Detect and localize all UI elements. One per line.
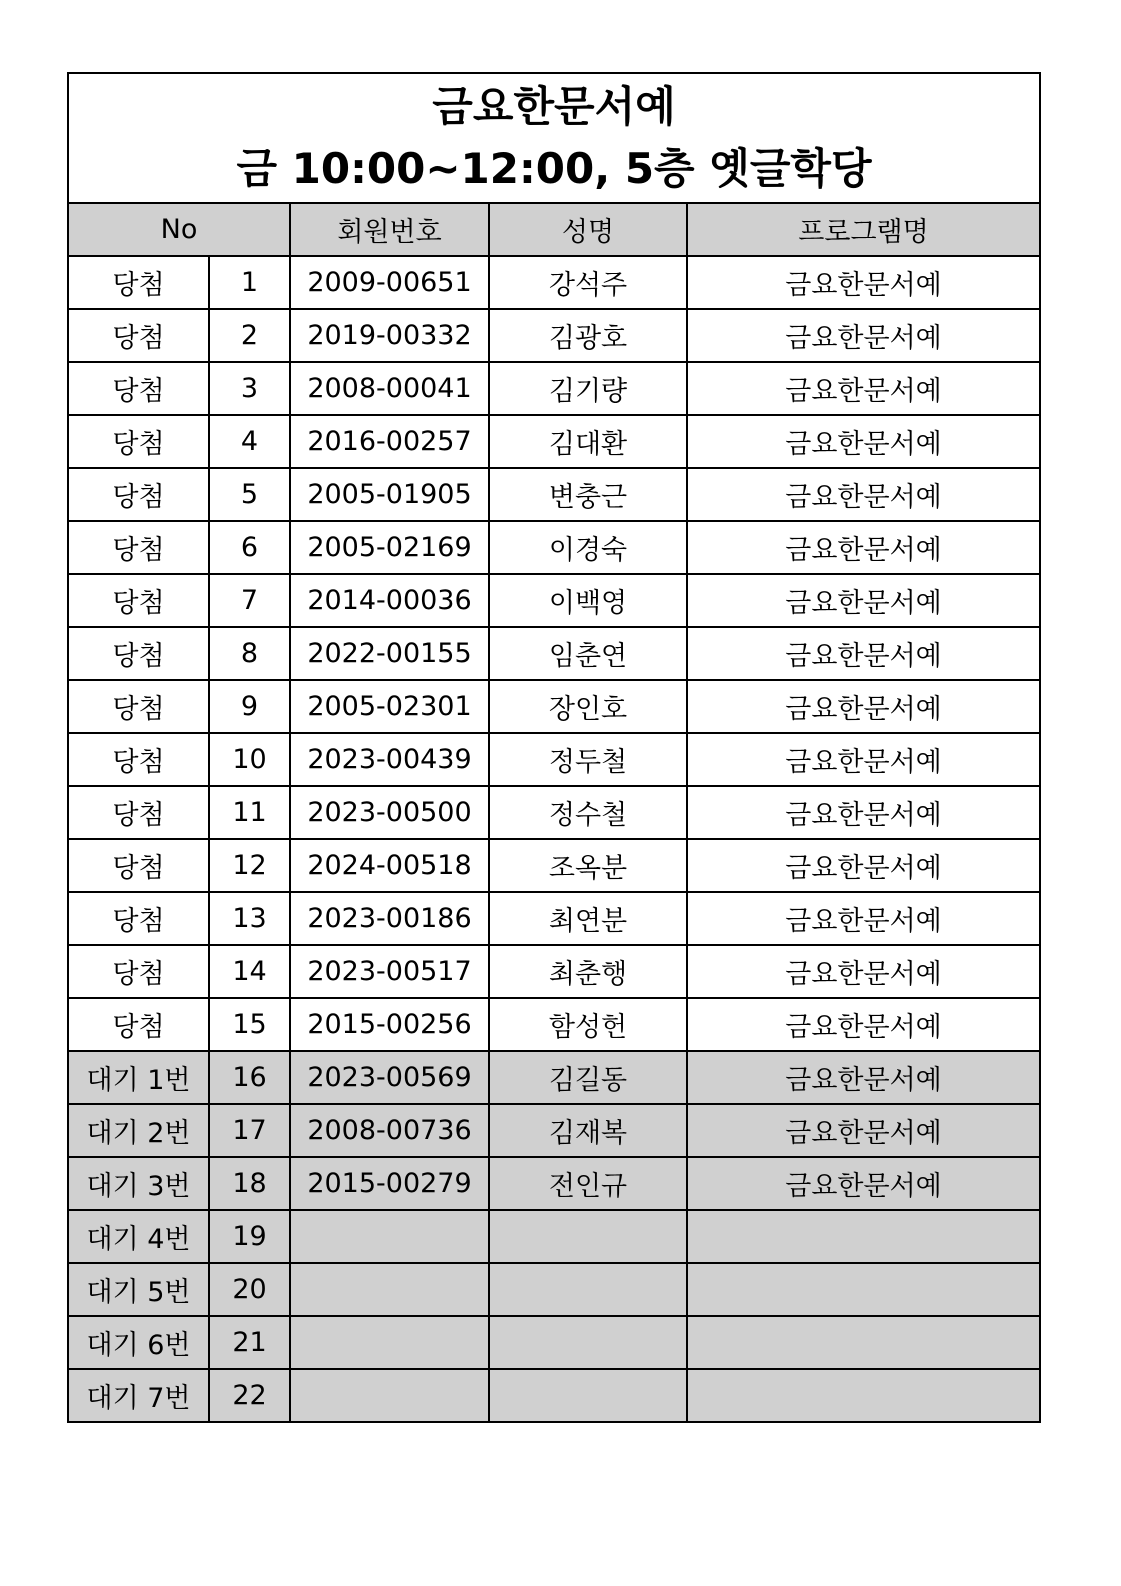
document-title: 금요한문서예 <box>432 82 676 131</box>
name-cell: 정두철 <box>489 733 687 786</box>
name-cell: 김길동 <box>489 1051 687 1104</box>
status-cell: 당첨 <box>68 362 209 415</box>
header-no: No <box>68 203 290 256</box>
name-cell: 변충근 <box>489 468 687 521</box>
program-cell: 금요한문서예 <box>687 786 1040 839</box>
number-cell: 14 <box>209 945 290 998</box>
table-row <box>68 1157 1040 1210</box>
name-cell: 정수철 <box>489 786 687 839</box>
title-cell <box>68 73 1040 203</box>
program-cell: 금요한문서예 <box>687 521 1040 574</box>
number-cell: 2 <box>209 309 290 362</box>
number-cell: 9 <box>209 680 290 733</box>
member-id-cell: 2005-02301 <box>290 680 489 733</box>
number-cell: 10 <box>209 733 290 786</box>
table-row <box>68 1104 1040 1157</box>
table-row <box>68 998 1040 1051</box>
program-cell: 금요한문서예 <box>687 733 1040 786</box>
name-cell: 이백영 <box>489 574 687 627</box>
program-cell: 금요한문서예 <box>687 839 1040 892</box>
program-cell: 금요한문서예 <box>687 256 1040 309</box>
program-cell <box>687 1263 1040 1316</box>
name-cell: 함성헌 <box>489 998 687 1051</box>
program-cell: 금요한문서예 <box>687 362 1040 415</box>
member-id-cell: 2024-00518 <box>290 839 489 892</box>
member-id-cell <box>290 1369 489 1422</box>
status-cell: 대기 1번 <box>68 1051 209 1104</box>
table-row <box>68 733 1040 786</box>
name-cell: 최춘행 <box>489 945 687 998</box>
status-cell: 당첨 <box>68 309 209 362</box>
table-row <box>68 362 1040 415</box>
table-row <box>68 1210 1040 1263</box>
table-row <box>68 256 1040 309</box>
program-cell: 금요한문서예 <box>687 1157 1040 1210</box>
member-id-cell: 2023-00439 <box>290 733 489 786</box>
status-cell: 당첨 <box>68 733 209 786</box>
member-id-cell: 2008-00041 <box>290 362 489 415</box>
program-cell: 금요한문서예 <box>687 998 1040 1051</box>
program-cell: 금요한문서예 <box>687 680 1040 733</box>
name-cell <box>489 1263 687 1316</box>
member-id-cell: 2019-00332 <box>290 309 489 362</box>
member-id-cell: 2023-00186 <box>290 892 489 945</box>
member-id-cell: 2015-00256 <box>290 998 489 1051</box>
number-cell: 20 <box>209 1263 290 1316</box>
status-cell: 당첨 <box>68 945 209 998</box>
name-cell: 전인규 <box>489 1157 687 1210</box>
table-row <box>68 945 1040 998</box>
status-cell: 당첨 <box>68 574 209 627</box>
header-program: 프로그램명 <box>687 203 1040 256</box>
member-id-cell: 2009-00651 <box>290 256 489 309</box>
member-id-cell: 2023-00517 <box>290 945 489 998</box>
name-cell: 장인호 <box>489 680 687 733</box>
table-row <box>68 786 1040 839</box>
table-row <box>68 1316 1040 1369</box>
status-cell: 당첨 <box>68 786 209 839</box>
status-cell: 대기 6번 <box>68 1316 209 1369</box>
program-cell: 금요한문서예 <box>687 1104 1040 1157</box>
number-cell: 17 <box>209 1104 290 1157</box>
number-cell: 13 <box>209 892 290 945</box>
program-cell: 금요한문서예 <box>687 945 1040 998</box>
name-cell <box>489 1210 687 1263</box>
number-cell: 19 <box>209 1210 290 1263</box>
status-cell: 당첨 <box>68 839 209 892</box>
member-id-cell: 2005-01905 <box>290 468 489 521</box>
number-cell: 4 <box>209 415 290 468</box>
name-cell: 김대환 <box>489 415 687 468</box>
status-cell: 당첨 <box>68 680 209 733</box>
table-row <box>68 521 1040 574</box>
table-row <box>68 627 1040 680</box>
program-cell: 금요한문서예 <box>687 1051 1040 1104</box>
member-id-cell: 2005-02169 <box>290 521 489 574</box>
program-cell <box>687 1369 1040 1422</box>
program-cell: 금요한문서예 <box>687 309 1040 362</box>
table-row <box>68 1369 1040 1422</box>
table-row <box>68 1263 1040 1316</box>
table-row <box>68 680 1040 733</box>
program-cell: 금요한문서예 <box>687 574 1040 627</box>
status-cell: 대기 5번 <box>68 1263 209 1316</box>
name-cell: 최연분 <box>489 892 687 945</box>
status-cell: 대기 2번 <box>68 1104 209 1157</box>
program-cell: 금요한문서예 <box>687 468 1040 521</box>
table-row <box>68 309 1040 362</box>
status-cell: 대기 3번 <box>68 1157 209 1210</box>
program-cell <box>687 1316 1040 1369</box>
name-cell: 김재복 <box>489 1104 687 1157</box>
name-cell: 김기량 <box>489 362 687 415</box>
table-row <box>68 468 1040 521</box>
member-id-cell: 2016-00257 <box>290 415 489 468</box>
number-cell: 15 <box>209 998 290 1051</box>
table-row <box>68 1051 1040 1104</box>
lottery-result-table <box>67 72 1041 1423</box>
number-cell: 6 <box>209 521 290 574</box>
table-row <box>68 892 1040 945</box>
status-cell: 당첨 <box>68 256 209 309</box>
member-id-cell <box>290 1210 489 1263</box>
table-row <box>68 839 1040 892</box>
member-id-cell <box>290 1263 489 1316</box>
number-cell: 7 <box>209 574 290 627</box>
name-cell: 강석주 <box>489 256 687 309</box>
name-cell: 이경숙 <box>489 521 687 574</box>
number-cell: 11 <box>209 786 290 839</box>
name-cell: 조옥분 <box>489 839 687 892</box>
number-cell: 16 <box>209 1051 290 1104</box>
member-id-cell <box>290 1316 489 1369</box>
status-cell: 대기 7번 <box>68 1369 209 1422</box>
number-cell: 22 <box>209 1369 290 1422</box>
member-id-cell: 2023-00569 <box>290 1051 489 1104</box>
program-cell: 금요한문서예 <box>687 415 1040 468</box>
status-cell: 당첨 <box>68 998 209 1051</box>
member-id-cell: 2008-00736 <box>290 1104 489 1157</box>
status-cell: 당첨 <box>68 892 209 945</box>
header-name: 성명 <box>489 203 687 256</box>
table-row <box>68 574 1040 627</box>
member-id-cell: 2015-00279 <box>290 1157 489 1210</box>
number-cell: 3 <box>209 362 290 415</box>
number-cell: 1 <box>209 256 290 309</box>
program-cell: 금요한문서예 <box>687 892 1040 945</box>
table-row <box>68 415 1040 468</box>
name-cell: 김광호 <box>489 309 687 362</box>
number-cell: 5 <box>209 468 290 521</box>
status-cell: 대기 4번 <box>68 1210 209 1263</box>
name-cell <box>489 1316 687 1369</box>
member-id-cell: 2022-00155 <box>290 627 489 680</box>
program-cell <box>687 1210 1040 1263</box>
name-cell: 임춘연 <box>489 627 687 680</box>
member-id-cell: 2023-00500 <box>290 786 489 839</box>
number-cell: 18 <box>209 1157 290 1210</box>
name-cell <box>489 1369 687 1422</box>
number-cell: 12 <box>209 839 290 892</box>
program-cell: 금요한문서예 <box>687 627 1040 680</box>
header-member-id: 회원번호 <box>290 203 489 256</box>
status-cell: 당첨 <box>68 468 209 521</box>
number-cell: 8 <box>209 627 290 680</box>
status-cell: 당첨 <box>68 521 209 574</box>
title-row <box>68 73 1040 203</box>
schedule-location: 금 10:00~12:00, 5층 옛글학당 <box>236 144 872 193</box>
header-row <box>68 203 1040 256</box>
member-id-cell: 2014-00036 <box>290 574 489 627</box>
number-cell: 21 <box>209 1316 290 1369</box>
status-cell: 당첨 <box>68 627 209 680</box>
status-cell: 당첨 <box>68 415 209 468</box>
